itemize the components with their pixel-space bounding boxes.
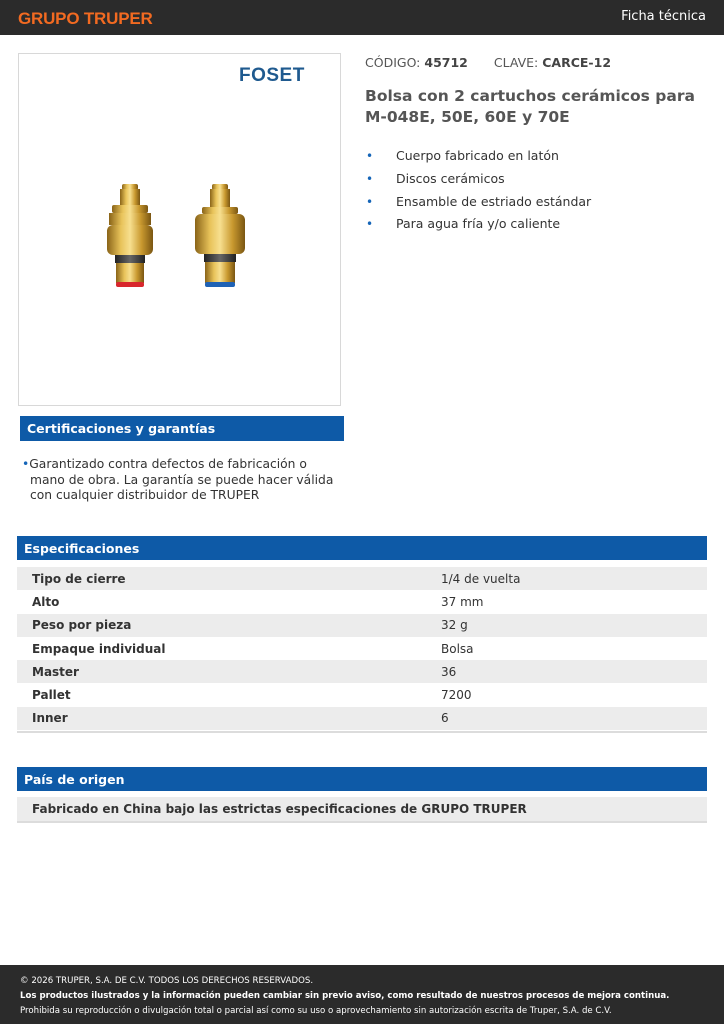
key-value: CARCE-12 bbox=[542, 55, 612, 70]
brand-logo: GRUPO TRUPER bbox=[18, 9, 153, 28]
legal-text: Prohibida su reproducción o divulgación total o parcial así como su uso o aprovechamiento sin autorización escrita de Truper, S.A. de C.V. bbox=[20, 1006, 612, 1016]
document-type: Ficha técnica bbox=[621, 9, 706, 24]
table-row: Inner 6 bbox=[17, 707, 707, 730]
list-item: • Ensamble de estriado estándar bbox=[366, 193, 592, 209]
list-item: • Discos cerámicos bbox=[366, 170, 505, 186]
cold-cartridge bbox=[195, 184, 245, 287]
product-codes bbox=[365, 55, 611, 70]
disclaimer-text: Los productos ilustrados y la información pueden cambiar sin previo aviso, como resultado de nuestros procesos de mejora continua. bbox=[20, 991, 670, 1001]
code-value: 45712 bbox=[424, 55, 468, 70]
top-bar bbox=[0, 0, 724, 35]
table-row: Peso por pieza 32 g bbox=[17, 614, 707, 637]
specifications-header: Especificaciones bbox=[17, 536, 707, 560]
table-row: Alto 37 mm bbox=[32, 594, 484, 609]
code-label: CÓDIGO: bbox=[365, 55, 421, 70]
certifications-header: Certificaciones y garantías bbox=[20, 416, 344, 441]
origin-text: Fabricado en China bajo las estrictas especificaciones de GRUPO TRUPER bbox=[17, 797, 707, 821]
specifications-table bbox=[17, 567, 707, 730]
divider bbox=[17, 821, 707, 823]
product-photo bbox=[99, 179, 279, 364]
table-row: Empaque individual Bolsa bbox=[32, 641, 474, 656]
list-item: • Para agua fría y/o caliente bbox=[366, 216, 561, 232]
key-label: CLAVE: bbox=[493, 55, 539, 70]
product-image-card bbox=[18, 53, 341, 406]
foset-logo: FOSET bbox=[239, 65, 305, 86]
divider bbox=[17, 731, 707, 733]
list-item: • Cuerpo fabricado en latón bbox=[366, 148, 559, 163]
footer bbox=[0, 965, 724, 1024]
product-title: Bolsa con 2 cartuchos cerámicos para M-048E, 50E, 60E y 70E bbox=[365, 87, 695, 126]
copyright-text: © 2026 TRUPER, S.A. DE C.V. TODOS LOS DERECHOS RESERVADOS. bbox=[20, 976, 314, 986]
table-row: Pallet 7200 bbox=[32, 688, 472, 703]
warranty-text: •Garantizado contra defectos de fabricación o mano de obra. La garantía se puede hacer válida con cualquier distribuidor de TRUPER bbox=[22, 457, 334, 502]
origin-header: País de origen bbox=[17, 767, 707, 791]
table-row: Master 36 bbox=[17, 660, 707, 683]
table-row: Tipo de cierre 1/4 de vuelta bbox=[17, 567, 707, 590]
feature-list bbox=[365, 145, 591, 236]
hot-cartridge bbox=[107, 184, 153, 287]
